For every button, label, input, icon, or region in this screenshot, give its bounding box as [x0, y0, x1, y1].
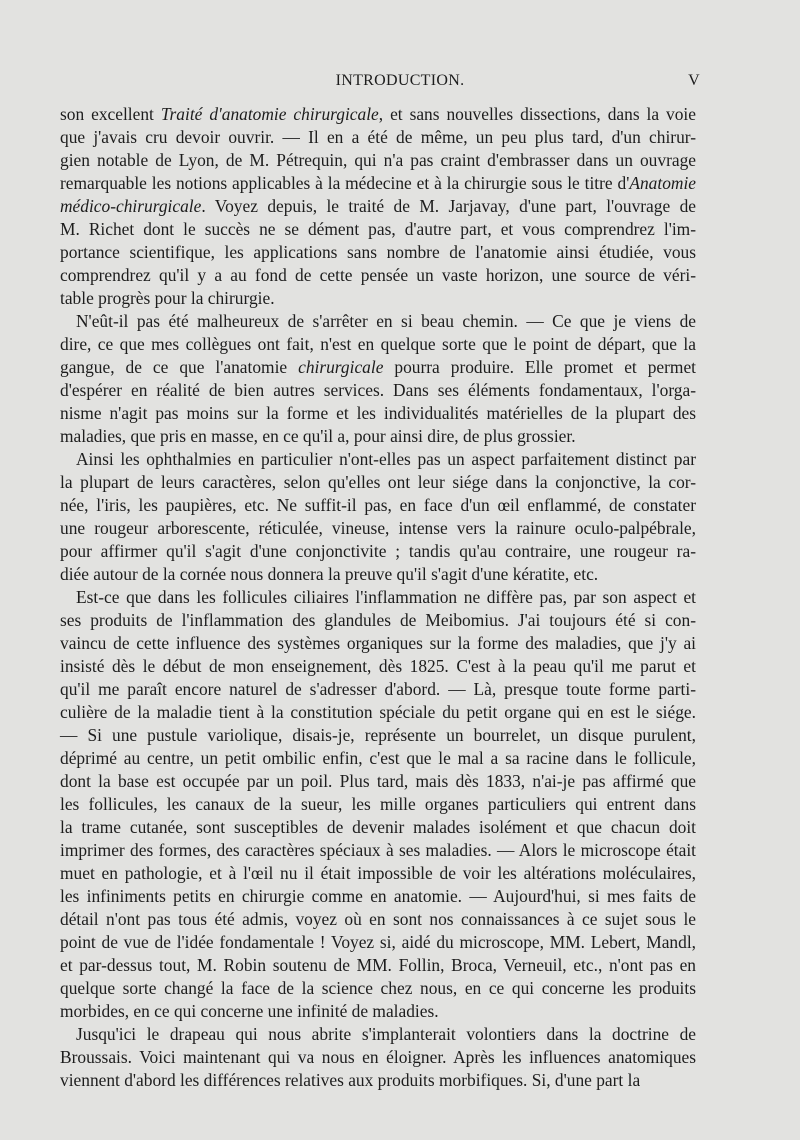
text-line [60, 701, 696, 724]
page-number: V [688, 72, 700, 89]
line-text: ses produits de l'inflammation des glandules de Meibomius. J'ai toujours été si con- [60, 610, 696, 630]
text-line [60, 1023, 696, 1046]
running-head [0, 72, 800, 96]
italic-title-text: médico-chirurgicale [60, 196, 202, 216]
text-line [60, 632, 696, 655]
line-text: d'espérer en réalité de bien autres services. Dans ses éléments fondamentaux, l'orga- [60, 380, 696, 400]
text-line [60, 172, 696, 195]
line-text: , et sans nouvelles dissections, dans la voie [378, 104, 696, 124]
italic-title-text: Anatomie [629, 173, 696, 193]
text-line [60, 310, 696, 333]
text-line [60, 724, 696, 747]
text-line [60, 264, 696, 287]
line-text: portance scientifique, les applications sans nombre de l'anatomie ainsi étudiée, vous [60, 242, 696, 262]
text-line [60, 379, 696, 402]
text-line [60, 839, 696, 862]
line-text: la plupart de leurs caractères, selon qu'elles ont leur siége dans la conjonctive, la cor- [60, 472, 696, 492]
text-line [60, 195, 696, 218]
line-text: née, l'iris, les paupières, etc. Ne suffit-il pas, en face d'un œil enflammé, de constater [60, 495, 696, 515]
line-text: son excellent [60, 104, 161, 124]
line-text: table progrès pour la chirurgie. [60, 288, 275, 308]
text-line [60, 747, 696, 770]
text-line [60, 333, 696, 356]
text-line [60, 471, 696, 494]
line-text: culière de la maladie tient à la constitution spéciale du petit organe qui en est le siége. [60, 702, 696, 722]
text-line [60, 494, 696, 517]
italic-title-text: chirurgicale [298, 357, 384, 377]
text-line [60, 908, 696, 931]
text-line [60, 517, 696, 540]
text-line [60, 770, 696, 793]
line-text: dire, ce que mes collègues ont fait, n'est en quelque sorte que le point de départ, que la [60, 334, 696, 354]
line-text: morbides, en ce qui concerne une infinité de maladies. [60, 1001, 439, 1021]
line-text: maladies, que pris en masse, en ce qu'il a, pour ainsi dire, de plus grossier. [60, 426, 576, 446]
text-line [60, 885, 696, 908]
line-text: — Si une pustule variolique, disais-je, représente un bourrelet, un disque purulent, [60, 725, 696, 745]
text-line [60, 816, 696, 839]
line-text: vaincu de cette influence des systèmes organiques sur la forme des maladies, que j'y ai [60, 633, 696, 653]
line-text: . Voyez depuis, le traité de M. Jarjavay, d'une part, l'ouvrage de [201, 196, 696, 216]
line-text: que j'avais cru devoir ouvrir. — Il en a été de même, un peu plus tard, d'un chirur- [60, 127, 696, 147]
line-text: les follicules, les canaux de la sueur, les mille organes particuliers qui entrent dans [60, 794, 696, 814]
line-text: muet en pathologie, et à l'œil nu il était impossible de voir les altérations moléculaires, [60, 863, 696, 883]
text-line [60, 218, 696, 241]
line-text: Broussais. Voici maintenant qui va nous en éloigner. Après les influences anatomiques [60, 1047, 696, 1067]
text-line [60, 126, 696, 149]
text-line [60, 678, 696, 701]
line-text: une rougeur arborescente, réticulée, vineuse, intense vers la rainure oculo-palpébrale, [60, 518, 696, 538]
line-text: gien notable de Lyon, de M. Pétrequin, qui n'a pas craint d'embrasser dans un ouvrage [60, 150, 696, 170]
text-line [60, 609, 696, 632]
line-text: quelque sorte changé la face de la science chez nous, en ce qui concerne les produits [60, 978, 696, 998]
line-text: remarquable les notions applicables à la médecine et à la chirurgie sous le titre d' [60, 173, 630, 193]
line-text: insisté dès le début de mon enseignement, dès 1825. C'est à la peau qu'il me parut et [60, 656, 696, 676]
running-head-title: INTRODUCTION. [335, 72, 465, 89]
line-text: la trame cutanée, sont susceptibles de devenir malades isolément et que chacun doit [60, 817, 696, 837]
line-text: M. Richet dont le succès ne se dément pas, d'autre part, et vous comprendrez l'im- [60, 219, 696, 239]
line-text: qu'il me paraît encore naturel de s'adresser d'abord. — Là, presque toute forme parti- [60, 679, 696, 699]
line-text: nisme n'agit pas moins sur la forme et les individualités matérielles de la plupart des [60, 403, 696, 423]
line-text: pourra produire. Elle promet et permet [383, 357, 696, 377]
line-text: gangue, de ce que l'anatomie [60, 357, 299, 377]
text-line [60, 954, 696, 977]
text-line [60, 425, 696, 448]
text-line [60, 149, 696, 172]
text-line [60, 448, 696, 471]
line-text: Jusqu'ici le drapeau qui nous abrite s'implanterait volontiers dans la doctrine de [76, 1024, 696, 1044]
text-line [60, 540, 696, 563]
line-text: viennent d'abord les différences relatives aux produits morbifiques. Si, d'une part la [60, 1070, 641, 1090]
line-text: point de vue de l'idée fondamentale ! Voyez si, aidé du microscope, MM. Lebert, Mandl, [60, 932, 696, 952]
line-text: Est-ce que dans les follicules ciliaires l'inflammation ne diffère pas, par son aspect et [76, 587, 696, 607]
line-text: Ainsi les ophthalmies en particulier n'ont-elles pas un aspect parfaitement distinct par [76, 449, 696, 469]
line-text: déprimé au centre, un petit ombilic enfin, c'est que le mal a sa racine dans le follicule, [60, 748, 696, 768]
line-text: les infiniments petits en chirurgie comme en anatomie. — Aujourd'hui, si mes faits de [60, 886, 696, 906]
text-line [60, 586, 696, 609]
text-line [60, 977, 696, 1000]
italic-title-text: Traité d'anatomie chirurgicale [160, 104, 379, 124]
text-line [60, 1000, 696, 1023]
line-text: et par-dessus tout, M. Robin soutenu de MM. Follin, Broca, Verneuil, etc., n'ont pas en [60, 955, 696, 975]
text-line [60, 655, 696, 678]
text-line [60, 402, 696, 425]
text-line [60, 103, 696, 126]
text-line [60, 1046, 696, 1069]
text-line [60, 287, 696, 310]
text-line [60, 356, 696, 379]
text-line [60, 862, 696, 885]
text-line [60, 241, 696, 264]
line-text: imprimer des formes, des caractères spéciaux à ses maladies. — Alors le microscope était [60, 840, 696, 860]
line-text: pour affirmer qu'il s'agit d'une conjonctivite ; tandis qu'au contraire, une rougeur ra- [60, 541, 696, 561]
line-text: comprendrez qu'il y a au fond de cette pensée un vaste horizon, une source de véri- [60, 265, 696, 285]
line-text: diée autour de la cornée nous donnera la preuve qu'il s'agit d'une kératite, etc. [60, 564, 599, 584]
text-line [60, 931, 696, 954]
text-line [60, 793, 696, 816]
line-text: N'eût-il pas été malheureux de s'arrêter en si beau chemin. — Ce que je viens de [76, 311, 696, 331]
body-text [60, 103, 696, 1092]
line-text: dont la base est occupée par un poil. Plus tard, mais dès 1833, n'ai-je pas affirmé que [60, 771, 696, 791]
text-line [60, 563, 696, 586]
text-line [60, 1069, 696, 1092]
line-text: détail n'ont pas tous été admis, voyez où en sont nos connaissances à ce sujet sous le [60, 909, 696, 929]
